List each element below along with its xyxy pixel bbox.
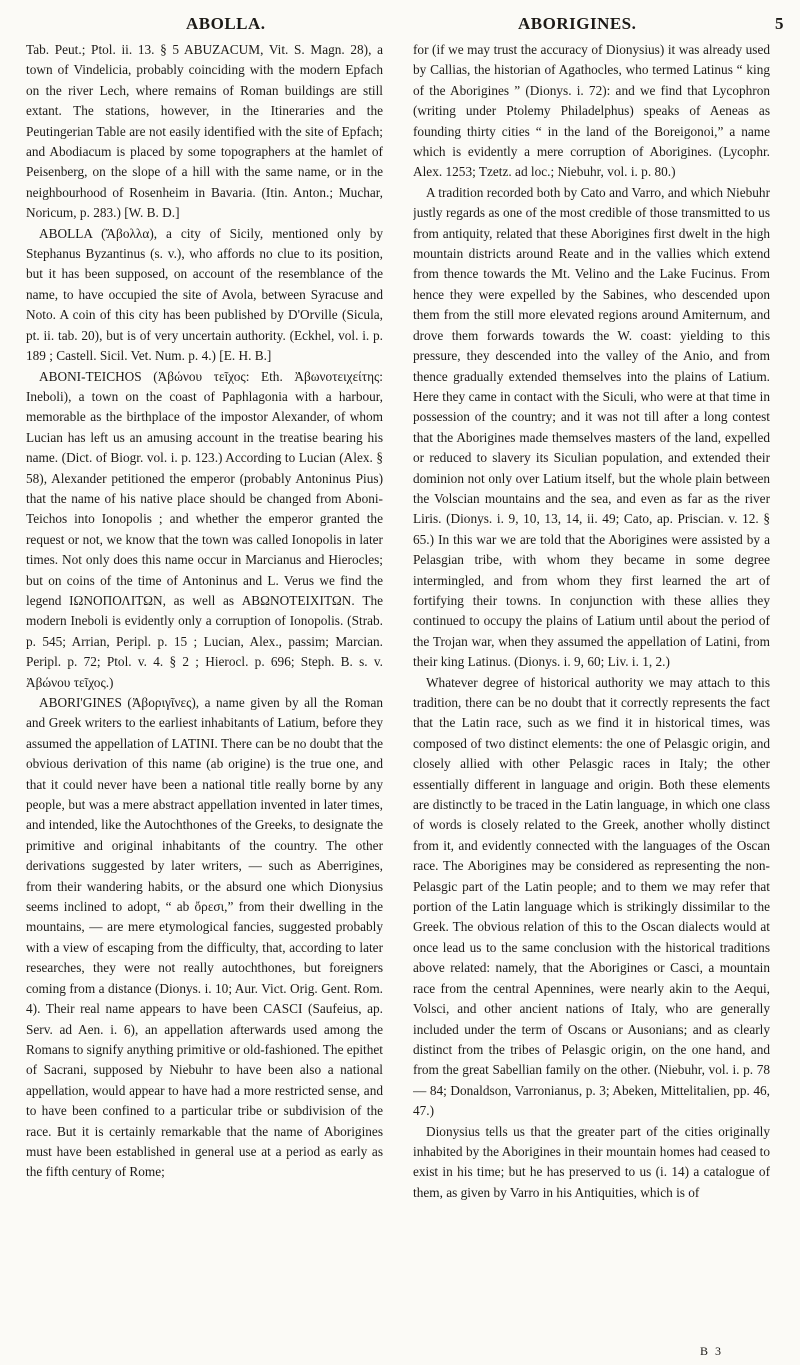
signature-mark: B 3 [700, 1344, 724, 1358]
running-head-right: ABORIGINES. [518, 14, 637, 33]
entry-abolla: ABOLLA (Ἄβολλα), a city of Sicily, mentioned only by Stephanus Byzantinus (s. v.), who affords no clue to its position, but it has been supposed, on account of the resemblance of the name, to have occupied the site of Avola, between Syracuse and Noto. A coin of this city has been published by D'Orville (Sicula, pt. ii. tab. 20), but is of very uncertain authority. (Eckhel, vol. i. p. 189 ; Castell. Sicil. Vet. Num. p. 4.) [E. H. B.] [26, 225, 383, 364]
aborigines-paragraph-3: Whatever degree of historical authority we may attach to this tradition, there can be no doubt that it correctly represents the fact that the Latin race, such as we find it in historical times, was composed of two distinct elements: the one of Pelasgic origin, and closely allied with other Pelasgic races in Italy; the other essentially different in language and origin. Both these elements are distinctly to be traced in the Latin language, in which one class of words is closely related to the Greek, another wholly distinct from it, and evidently connected with the languages of the Oscan race. The Aborigines may be considered as representing the non-Pelasgic part of the Latin people; and to them we may refer that portion of the Latin language which is strikingly dissimilar to the Greek. The obvious relation of this to the Oscan dialects would at once lead us to the same conclusion with the historical traditions above related: namely, that the Aborigines or Casci, a mountain race from the central Apennines, were nearly akin to the Aequi, Volsci, and other ancient nations of Italy, who are generally included under the term of Oscans or Ausonians; and as clearly distinct from the tribes of Pelasgic origin, on the one hand, and from the great Sabellian family on the other. (Niebuhr, vol. i. p. 78 — 84; Donaldson, Varronianus, p. 3; Abeken, Mittelitalien, pp. 46, 47.) [413, 674, 770, 1119]
entry-abodiacum-continued: Tab. Peut.; Ptol. ii. 13. § 5 ABUZACUM, Vit. S. Magn. 28), a town of Vindelicia, probably coinciding with the modern Epfach on the river Lech, where remains of Roman buildings are still extant. The stations, however, in the Itineraries and the Peutingerian Table are not easily identified with the site of Epfach; and Abodiacum is placed by some topographers at the hamlet of Peisenberg, on the slope of a hill with the same name, or in the neighbourhood of Rosenheim in Bavaria. (Itin. Anton.; Muchar, Noricum, p. 283.) [W. B. D.] [26, 42, 383, 221]
aborigines-paragraph-4: Dionysius tells us that the greater part of the cities originally inhabited by the Aborigines in their mountain homes had ceased to exist in his time; but he has preserved to us (i. 14) a catalogue of them, as given by Varro in his Antiquities, which is of [413, 1123, 770, 1200]
running-header [0, 14, 800, 38]
right-column [413, 40, 770, 1352]
entry-aboni-teichos: ABONI-TEICHOS (Ἀβώνου τεῖχος: Eth. Ἀβωνοτειχείτης: Ineboli), a town on the coast of Paphlagonia with a harbour, memorable as the birthplace of the impostor Alexander, of whom Lucian has left us an amusing account in the treatise bearing his name. (Dict. of Biogr. vol. i. p. 123.) According to Lucian (Alex. § 58), Alexander petitioned the emperor (probably Antoninus Pius) that the name of his native place should be changed from Aboni-Teichos into Ionopolis ; and whether the emperor granted the request or not, we know that the town was called Ionopolis in later times. Not only does this name occur in Marcianus and Hierocles; but on coins of the time of Antoninus and L. Verus we find the legend ΙΩΝΟΠΟΛΙΤΩΝ, as well as ΑΒΩΝΟΤΕΙΧΙΤΩΝ. The modern Ineboli is evidently only a corruption of Ionopolis. (Strab. p. 545; Arrian, Peripl. p. 15 ; Lucian, Alex., passim; Marcian. Peripl. p. 72; Ptol. v. 4. § 2 ; Hierocl. p. 696; Steph. B. s. v. Ἀβώνου τεῖχος.) [26, 368, 383, 690]
entry-aborigines: ABORI'GINES (Ἀβοριγῖνες), a name given by all the Roman and Greek writers to the earliest inhabitants of Latium, before they assumed the appellation of LATINI. There can be no doubt that the obvious derivation of this name (ab origine) is the true one, and that it could never have been a national title really borne by any people, but was a mere abstract appellation invented in later times, and intended, like the Autochthones of the Greeks, to designate the primitive and original inhabitants of the country. The other derivations suggested by later writers, — such as Aberrigines, from their wandering habits, or the absurd one which Dionysius seems inclined to adopt, “ ab ὄρεσι,” from their dwelling in the mountains, — are mere etymological fancies, suggested probably with a view of escaping from the difficulty, that, according to later researches, they were not really autochthones, but foreigners coming from a distance (Dionys. i. 10; Aur. Vict. Orig. Gent. Rom. 4). Their real name appears to have been CASCI (Saufeius, ap. Serv. ad Aen. i. 6), an appellation afterwards used among the Romans to signify anything primitive or old-fashioned. The epithet of Sacrani, supposed by Niebuhr to have been also a national appellation, would appear to have had a more restricted sense, and to have been confined to a particular tribe or subdivision of the race. But it is certainly remarkable that the name of Aborigines must have been established in general use at a period as early as the fifth century of Rome; [26, 695, 383, 1180]
aborigines-paragraph-1: for (if we may trust the accuracy of Dionysius) it was already used by Callias, the historian of Agathocles, who termed Latinus “ king of the Aborigines ” (Dionys. i. 72): and we find that Lycophron (writing under Ptolemy Philadelphus) speaks of Aeneas as founding thirty cities “ in the land of the Boreigonoi,” a name which is evidently a mere corruption of Aborigines. (Lycophr. Alex. 1253; Tzetz. ad loc.; Niebuhr, vol. i. p. 80.) [413, 42, 770, 180]
running-head-left: ABOLLA. [186, 14, 266, 33]
page-number: 5 [775, 14, 784, 33]
left-column [26, 40, 383, 1352]
aborigines-paragraph-2: A tradition recorded both by Cato and Varro, and which Niebuhr justly regards as one of the most credible of those transmitted to us from antiquity, related that these Aborigines first dwelt in the high mountain districts around Reate and in the vallies which extend from thence towards the Mt. Velino and the Lake Fucinus. From hence they were expelled by the Sabines, who descended upon them from the still more elevated regions around Amiternum, and drove them forwards towards the W. coast: yielding to this pressure, they descended into the valley of the Anio, and from thence gradually extended themselves into the plains of Latium. Here they came in contact with the Siculi, who were at that time in possession of the country; and it was not till after a long contest that the Aborigines made themselves masters of the land, expelled or reduced to slavery its Siculian population, and extended their dominion not only over Latium itself, but the whole plain between the Volscian mountains and the sea, and even as far as the river Liris. (Dionys. i. 9, 10, 13, 14, ii. 49; Cato, ap. Priscian. v. 12. § 65.) In this war we are told that the Aborigines were assisted by a Pelasgian tribe, with whom they became in some degree intermingled, and from whom they first learned the art of fortifying their towns. In conjunction with these allies they continued to occupy the plains of Latium until about the period of the Trojan war, when they assumed the appellation of Latini, from their king Latinus. (Dionys. i. 9, 60; Liv. i. 1, 2.) [413, 184, 770, 670]
